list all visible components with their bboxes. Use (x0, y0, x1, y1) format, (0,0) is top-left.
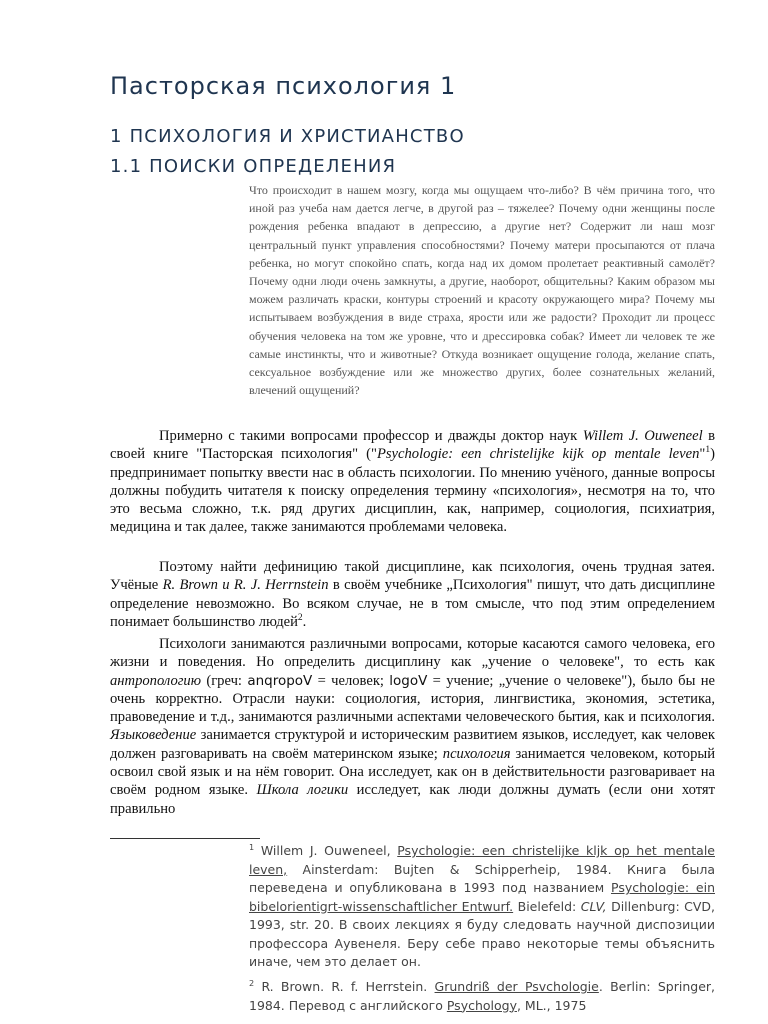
text-run: = учение; „учение о человеке"), было бы не очень корректно. Отрасли науки: социология, история, лингвистика, экономия, эстетика, правоведение и т.д., занимаются различными аспектами человеческого бытия, как и психология. (110, 672, 715, 726)
body-paragraph-2 (110, 558, 715, 631)
text-run: ) предпринимает попытку ввести нас в область психологии. По мнению учёного, данные вопросы должны побудить читателя к поиску определения термину «психология», несмотря на то, что это весьма сложно, т.к. ряд других дисциплин, как, например, социология, психиатрия, медицина и так далее, также занимаются проблемами человека. (110, 446, 715, 536)
text-run: . Berlin: Springer, 1984. Перевод с английского (249, 979, 715, 1013)
body-paragraph-3 (110, 635, 715, 818)
chapter-heading: 1 ПСИХОЛОГИЯ И ХРИСТИАНСТВО (110, 126, 465, 147)
text-run: , ML., 1975 (516, 997, 587, 1013)
text-run: " (699, 446, 706, 463)
term-linguistics: Языковедение (110, 727, 197, 744)
term-psychology: психология (442, 745, 511, 762)
footnote-book-link[interactable]: Psychologie: ein bibelorientigrt-wissenschaftlicher Entwurf. (249, 880, 715, 914)
text-run: занимается человеком, который освоил свой язык и на нём говорит. Она исследует, как он в действительности разговаривает на своём родном языке. (110, 745, 715, 799)
publisher-name: CLV, (580, 898, 607, 914)
text-run: в своей книге "Пасторская психология" (" (110, 428, 715, 463)
greek-term: logoV (389, 672, 428, 689)
text-run: в своём учебнике „Психология" пишут, что дать дисциплине определение невозможно. Во всяком случае, не в том смысле, что под этим определением понимает большинство людей (110, 577, 715, 630)
book-title: Psychologie: een christelijke kijk op mentale leven (376, 446, 700, 463)
footnote-book-link[interactable]: Psychologie: een christelijke kljk op het mentale leven, (249, 843, 715, 877)
text-run: (греч: (201, 672, 248, 689)
text-run: Bielefeld: (513, 898, 581, 914)
text-run: Поэтому найти дефиницию такой дисциплине, как психология, очень трудная затея. Учёные (110, 559, 715, 594)
text-run: Примерно с такими вопросами профессор и дважды доктор наук (159, 428, 583, 444)
footnote-separator (110, 838, 260, 839)
term-anthropology: антропологию (110, 672, 202, 689)
text-run: R. Brown. R. f. Herrstein. (254, 979, 435, 994)
text-run: Психологи занимаются различными вопросами, которые касаются самого человека, его жизни и поведения. Но определить дисциплину как „учение о человеке", то есть как (110, 636, 715, 671)
footnote-2 (249, 978, 715, 1015)
footnote-number: 1 (249, 841, 255, 852)
author-names: R. Brown и R. J. Herrnstein (162, 577, 329, 594)
document-title: Пасторская психология 1 (110, 72, 457, 100)
text-run: = человек; (312, 672, 390, 689)
footnote-book-link[interactable]: Grundriß der Psvchologie (434, 979, 599, 994)
footnote-ref-1[interactable]: 1 (705, 445, 711, 456)
footnote-number: 2 (249, 977, 255, 988)
text-run: исследует, как люди должны думать (если они хотят правильно (110, 782, 715, 817)
footnote-book-link[interactable]: Psychology (446, 997, 517, 1013)
text-run: Willem J. Ouweneel, (254, 843, 398, 858)
epigraph-questions: Что происходит в нашем мозгу, когда мы ощущаем что-либо? В чём причина того, что иной раз учеба нам дается легче, в другой раз – тяжелее? Почему одни женщины после рождения ребенка впадают в депрессию, а другие нет? Содержит ли наш мозг центральный пункт управления способностями? Почему матери просыпаются от плача ребенка, но могут спокойно спать, когда над их домом пролетает реактивный самолёт? Почему одни люди очень замкнуты, а другие, наоборот, общительны? Каким образом мы можем различать краски, контуры строений и красоту окружающего мира? Почему мы испытываем возбуждения в виде страха, ярости или же радости? Проходит ли процесс обучения человека на том же уровне, что и дрессировка собак? Имеет ли человек те же самые инстинкты, что и животные? Откуда возникает ощущение голода, желание спать, сексуальное возбуждение или же множество других, более сознательных желаний, влечений ощущений? (249, 183, 715, 398)
body-paragraph-1 (110, 427, 715, 537)
text-run: Ainsterdam: Bujten & Schipperheip, 1984. Книга была переведена и опубликована в 1993 под названием (249, 861, 715, 895)
author-name: Willem J. Ouweneel (582, 428, 703, 444)
text-run: занимается структурой и историческим развитием языков, исследует, как человек должен разговаривать на своём материнском языке; (110, 727, 715, 762)
term-logic: Школа логики (256, 782, 349, 799)
section-heading: 1.1 ПОИСКИ ОПРЕДЕЛЕНИЯ (110, 156, 397, 177)
text-run: . (302, 613, 307, 630)
footnote-1 (249, 842, 715, 972)
greek-term: anqropoV (247, 672, 313, 689)
text-run: Dillenburg: CVD, 1993, str. 20. В своих лекциях я буду следовать научной диспозиции профессора Аувенеля. Беру себе право некоторые темы объяснить иначе, чем это делает он. (249, 898, 716, 969)
footnote-ref-2[interactable]: 2 (297, 613, 303, 624)
